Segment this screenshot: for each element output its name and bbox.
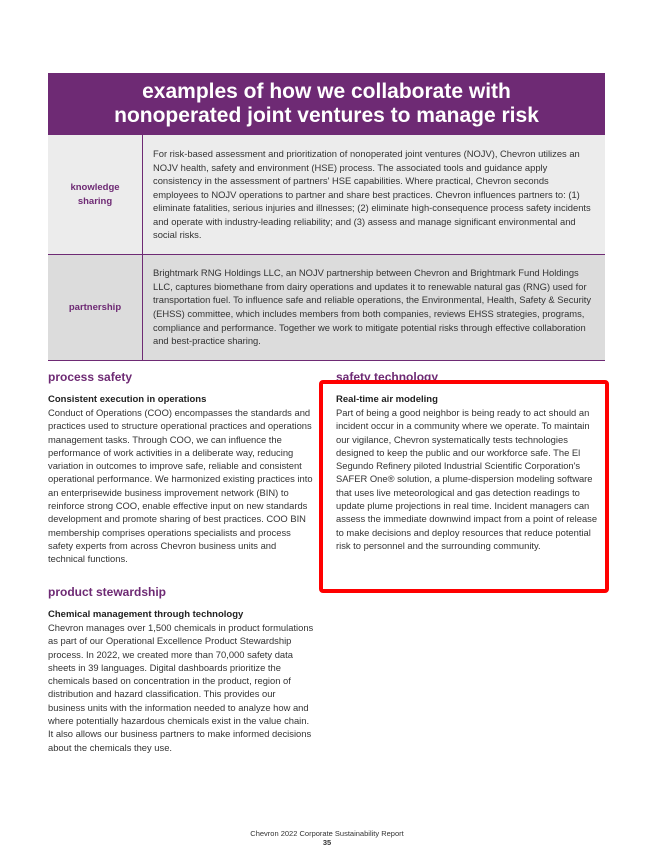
banner-title-line2: nonoperated joint ventures to manage risk bbox=[114, 104, 539, 127]
collaboration-banner bbox=[48, 73, 605, 135]
row-label-line1: knowledge bbox=[70, 181, 120, 193]
product-stewardship-subheading: Chemical management through technology bbox=[48, 609, 244, 620]
highlight-box bbox=[319, 380, 609, 593]
report-title: Chevron 2022 Corporate Sustainability Report bbox=[250, 829, 404, 838]
row-label-line1: partnership bbox=[68, 301, 122, 313]
process-safety-text: Conduct of Operations (COO) encompasses the standards and practices used to structure operational practices and operations management tasks. Through COO, we can influence the performance of work activities in a deliberate way, reducing variation in outcomes to improve safe, reliable and consistent operational performance. We harmonized existing practices into an enterprisewide business improvement network (BIN) to reinforce strong COO, enable effective input on new standards development and promote sharing of best practices. COO BIN membership comprises operations specialists and process safety experts from across Chevron business units and technical functions. bbox=[48, 407, 313, 565]
row-label-line2: sharing bbox=[77, 195, 113, 207]
row-text: Brightmark RNG Holdings LLC, an NOJV partnership between Chevron and Brightmark Fund Holdings LLC, captures biomethane from dairy operations and updates it to renewable natural gas (RNG) used for transportation fuel. To influence safe and reliable operations, the Environmental, Health, Safety & Security (EHSS) committee, which includes members from both companies, reviews EHSS strategies, programs, compliance and performance. Together we work to mitigate potential risks through effective collaboration and best-practice sharing. bbox=[143, 255, 606, 361]
table-row bbox=[48, 135, 605, 255]
product-stewardship-heading: product stewardship bbox=[48, 585, 167, 599]
banner-title-line1: examples of how we collaborate with bbox=[142, 80, 511, 103]
product-stewardship-text: Chevron manages over 1,500 chemicals in product formulations as part of our Operational Excellence Product Stewardship process. In 2022, we created more than 70,000 safety data sheets in 39 languages. Digital dashboards prioritize the chemicals based on concentration in the product, region of distribution and hazard classification. This provides our business units with the information needed to analyze how and where potentially hazardous chemicals exist in the value chain. It also allows our business partners to make informed decisions about the chemicals they use. bbox=[48, 622, 314, 753]
page-number: 35 bbox=[322, 838, 332, 847]
safety-technology-subheading: Real-time air modeling bbox=[336, 394, 438, 405]
page-footer bbox=[0, 829, 654, 847]
safety-technology-text: Part of being a good neighbor is being ready to act should an incident occur in a community where we operate. To maintain our vigilance, Chevron systematically tests technologies designed to keep the public and our workforce safe. The El Segundo Refinery piloted Industrial Scientific Corporation's SAFER One® solution, a plume-dispersion modeling software that uses live meteorological and gas detection readings to update plume projections in real time. Incident managers can assess the immediate downwind impact from a point of release to make decisions and deploy resources that reduce potential risk to personnel and the surrounding community. bbox=[336, 407, 598, 551]
process-safety-heading: process safety bbox=[48, 370, 133, 384]
row-text: For risk-based assessment and prioritization of nonoperated joint ventures (NOJV), Chevron utilizes an NOJV health, safety and environment (HSE) process. The associated tools and guidance apply consistency in the assessment of partners' HSE capabilities. Where practical, Chevron seconds employees to NOJV operations to partner and share best practices. Chevron influences partners to: (1) eliminate fatalities, serious injuries and illnesses; (2) eliminate high-consequence process safety incidents and operate with industry-leading reliability; and (3) assess and manage significant environmental and social risks. bbox=[143, 135, 606, 255]
row-label bbox=[48, 255, 143, 361]
safety-technology-heading: safety technology bbox=[336, 370, 439, 384]
collaboration-table bbox=[48, 135, 605, 361]
table-row bbox=[48, 255, 605, 361]
process-safety-subheading: Consistent execution in operations bbox=[48, 394, 207, 405]
row-label bbox=[48, 135, 143, 255]
